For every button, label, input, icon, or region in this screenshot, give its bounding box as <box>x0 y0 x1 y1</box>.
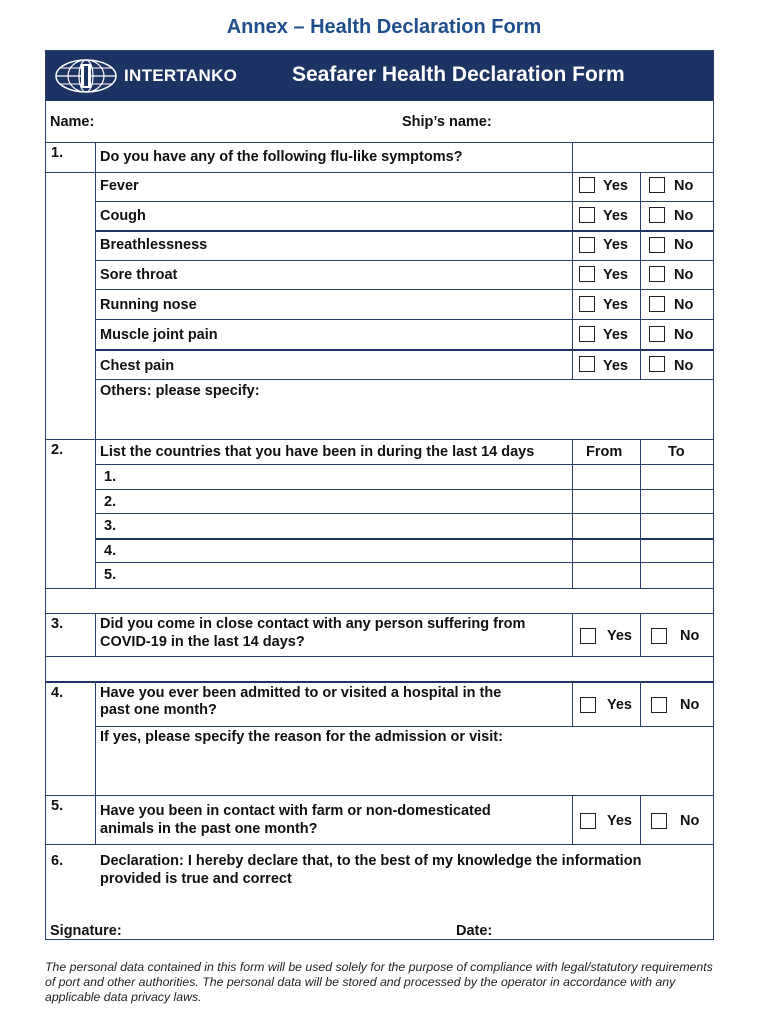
symptom-label: Fever <box>100 178 139 194</box>
symptom-label: Cough <box>100 208 146 224</box>
ship-name-label: Ship’s name: <box>402 114 492 130</box>
country-row-number: 1. <box>104 469 117 485</box>
q3-number: 3. <box>51 616 64 632</box>
yes-label: Yes <box>603 267 628 283</box>
fever-yes-checkbox[interactable] <box>579 177 595 193</box>
q5-question-line1: Have you been in contact with farm or non-domesticated <box>100 803 491 819</box>
q4-yes-checkbox[interactable] <box>580 697 596 713</box>
health-declaration-form <box>45 50 714 940</box>
yes-label: Yes <box>607 813 632 829</box>
country-row-number: 4. <box>104 543 117 559</box>
no-label: No <box>674 358 694 374</box>
running-nose-no-checkbox[interactable] <box>649 296 665 312</box>
yes-label: Yes <box>603 358 628 374</box>
no-label: No <box>674 327 694 343</box>
country-row-number: 5. <box>104 567 117 583</box>
others-specify-label: Others: please specify: <box>100 383 260 399</box>
yes-label: Yes <box>603 178 628 194</box>
yes-label: Yes <box>607 628 632 644</box>
running-nose-yes-checkbox[interactable] <box>579 296 595 312</box>
brand-name: INTERTANKO <box>124 66 238 85</box>
q2-number: 2. <box>51 442 64 458</box>
no-label: No <box>674 267 694 283</box>
cough-yes-checkbox[interactable] <box>579 207 595 223</box>
to-column-header: To <box>668 444 685 460</box>
q4-followup-label: If yes, please specify the reason for the admission or visit: <box>100 729 503 745</box>
declaration-line1: Declaration: I hereby declare that, to the best of my knowledge the information <box>100 853 642 869</box>
annex-title: Annex – Health Declaration Form <box>226 16 542 38</box>
breathlessness-no-checkbox[interactable] <box>649 237 665 253</box>
sore-throat-yes-checkbox[interactable] <box>579 266 595 282</box>
country-row-number: 2. <box>104 494 117 510</box>
date-label: Date: <box>456 923 493 939</box>
q3-question-line1: Did you come in close contact with any person suffering from <box>100 616 526 632</box>
yes-label: Yes <box>603 297 628 313</box>
no-label: No <box>674 178 694 194</box>
form-banner <box>46 51 713 101</box>
privacy-footnote: The personal data contained in this form will be used solely for the purpose of compliance with legal/statutory requirements of port and other authorities. The personal data will be stored and processed by the operator in accordance with any applicable data privacy laws. <box>45 960 713 1004</box>
q4-no-checkbox[interactable] <box>651 697 667 713</box>
q5-yes-checkbox[interactable] <box>580 813 596 829</box>
q4-question-line2: past one month? <box>100 702 217 718</box>
q1-question: Do you have any of the following flu-like symptoms? <box>100 149 463 165</box>
yes-label: Yes <box>603 208 628 224</box>
no-label: No <box>680 628 700 644</box>
sore-throat-no-checkbox[interactable] <box>649 266 665 282</box>
breathlessness-yes-checkbox[interactable] <box>579 237 595 253</box>
yes-label: Yes <box>607 697 632 713</box>
symptom-label: Breathlessness <box>100 237 208 253</box>
name-label: Name: <box>50 114 95 130</box>
symptom-label: Running nose <box>100 297 197 313</box>
form-title: Seafarer Health Declaration Form <box>292 63 625 86</box>
symptom-label: Sore throat <box>100 267 178 283</box>
q3-no-checkbox[interactable] <box>651 628 667 644</box>
yes-label: Yes <box>603 327 628 343</box>
q5-no-checkbox[interactable] <box>651 813 667 829</box>
no-label: No <box>680 697 700 713</box>
country-row-number: 3. <box>104 518 117 534</box>
chest-pain-no-checkbox[interactable] <box>649 356 665 372</box>
from-column-header: From <box>586 444 623 460</box>
no-label: No <box>674 208 694 224</box>
fever-no-checkbox[interactable] <box>649 177 665 193</box>
symptom-label: Chest pain <box>100 358 175 374</box>
chest-pain-yes-checkbox[interactable] <box>579 356 595 372</box>
yes-label: Yes <box>603 237 628 253</box>
q3-yes-checkbox[interactable] <box>580 628 596 644</box>
q5-number: 5. <box>51 798 64 814</box>
no-label: No <box>674 237 694 253</box>
q4-question-line1: Have you ever been admitted to or visited a hospital in the <box>100 685 502 701</box>
symptom-label: Muscle joint pain <box>100 327 218 343</box>
no-label: No <box>680 813 700 829</box>
signature-label: Signature: <box>50 923 122 939</box>
globe-logo-icon <box>54 58 118 94</box>
q5-question-line2: animals in the past one month? <box>100 821 318 837</box>
q6-number: 6. <box>51 853 64 869</box>
cough-no-checkbox[interactable] <box>649 207 665 223</box>
q1-number: 1. <box>51 145 64 161</box>
declaration-line2: provided is true and correct <box>100 871 292 887</box>
q2-question: List the countries that you have been in during the last 14 days <box>100 444 535 460</box>
q3-question-line2: COVID-19 in the last 14 days? <box>100 634 305 650</box>
no-label: No <box>674 297 694 313</box>
muscle-joint-pain-yes-checkbox[interactable] <box>579 326 595 342</box>
q4-number: 4. <box>51 685 64 701</box>
muscle-joint-pain-no-checkbox[interactable] <box>649 326 665 342</box>
